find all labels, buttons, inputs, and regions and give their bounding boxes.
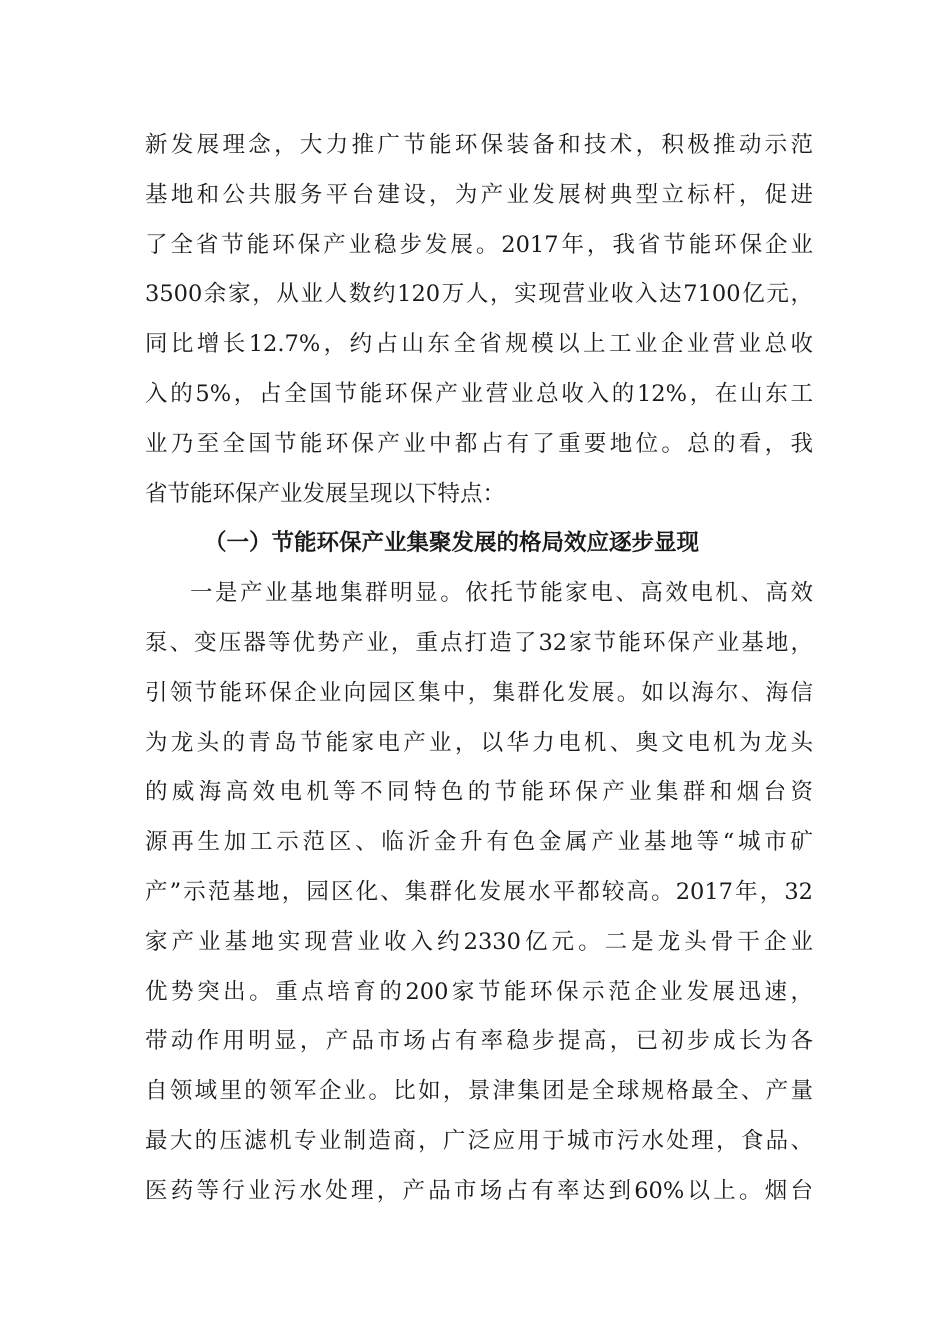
text-line: 源再生加工示范区、临沂金升有色金属产业基地等“城市矿: [145, 829, 813, 856]
text-line: 基地和公共服务平台建设，为产业发展树典型立标杆，促进: [145, 181, 813, 208]
text-line: 医药等行业污水处理，产品市场占有率达到60%以上。烟台: [145, 1177, 813, 1204]
text-line: 同比增长12.7%，约占山东全省规模以上工业企业营业总收: [145, 331, 813, 358]
text-line: 一是产业基地集群明显。依托节能家电、高效电机、高效: [190, 580, 813, 607]
paragraph-body: [145, 569, 813, 1216]
section-heading: （一）节能环保产业集聚发展的格局效应逐步显现: [204, 530, 700, 557]
text-line: 自领域里的领军企业。比如，景津集团是全球规格最全、产量: [145, 1078, 813, 1105]
text-line: 业乃至全国节能环保产业中都占有了重要地位。总的看，我: [145, 430, 813, 457]
text-line: 省节能环保产业发展呈现以下特点：: [145, 480, 506, 507]
text-line: 的威海高效电机等不同特色的节能环保产业集群和烟台资: [145, 779, 813, 806]
text-line: 引领节能环保企业向园区集中，集群化发展。如以海尔、海信: [145, 679, 813, 706]
text-line: 家产业基地实现营业收入约2330亿元。二是龙头骨干企业: [145, 928, 813, 955]
text-line: 最大的压滤机专业制造商，广泛应用于城市污水处理，食品、: [145, 1127, 813, 1154]
text-line: 3500余家，从业人数约120万人，实现营业收入达7100亿元，: [145, 281, 813, 308]
text-line: 新发展理念，大力推广节能环保装备和技术，积极推动示范: [145, 132, 813, 158]
text-line: 泵、变压器等优势产业，重点打造了32家节能环保产业基地，: [145, 629, 813, 656]
text-line: 优势突出。重点培育的200家节能环保示范企业发展迅速，: [145, 978, 813, 1005]
text-line: 为龙头的青岛节能家电产业，以华力电机、奥文电机为龙头: [145, 729, 813, 756]
body-text: [145, 121, 813, 1217]
paragraph-intro: [145, 121, 813, 519]
text-line: 了全省节能环保产业稳步发展。2017年，我省节能环保企业: [145, 231, 813, 258]
text-line: 产”示范基地，园区化、集群化发展水平都较高。2017年，32: [145, 878, 813, 905]
text-line: 入的5%，占全国节能环保产业营业总收入的12%，在山东工: [145, 380, 813, 407]
text-line: 带动作用明显，产品市场占有率稳步提高，已初步成长为各: [145, 1028, 813, 1055]
